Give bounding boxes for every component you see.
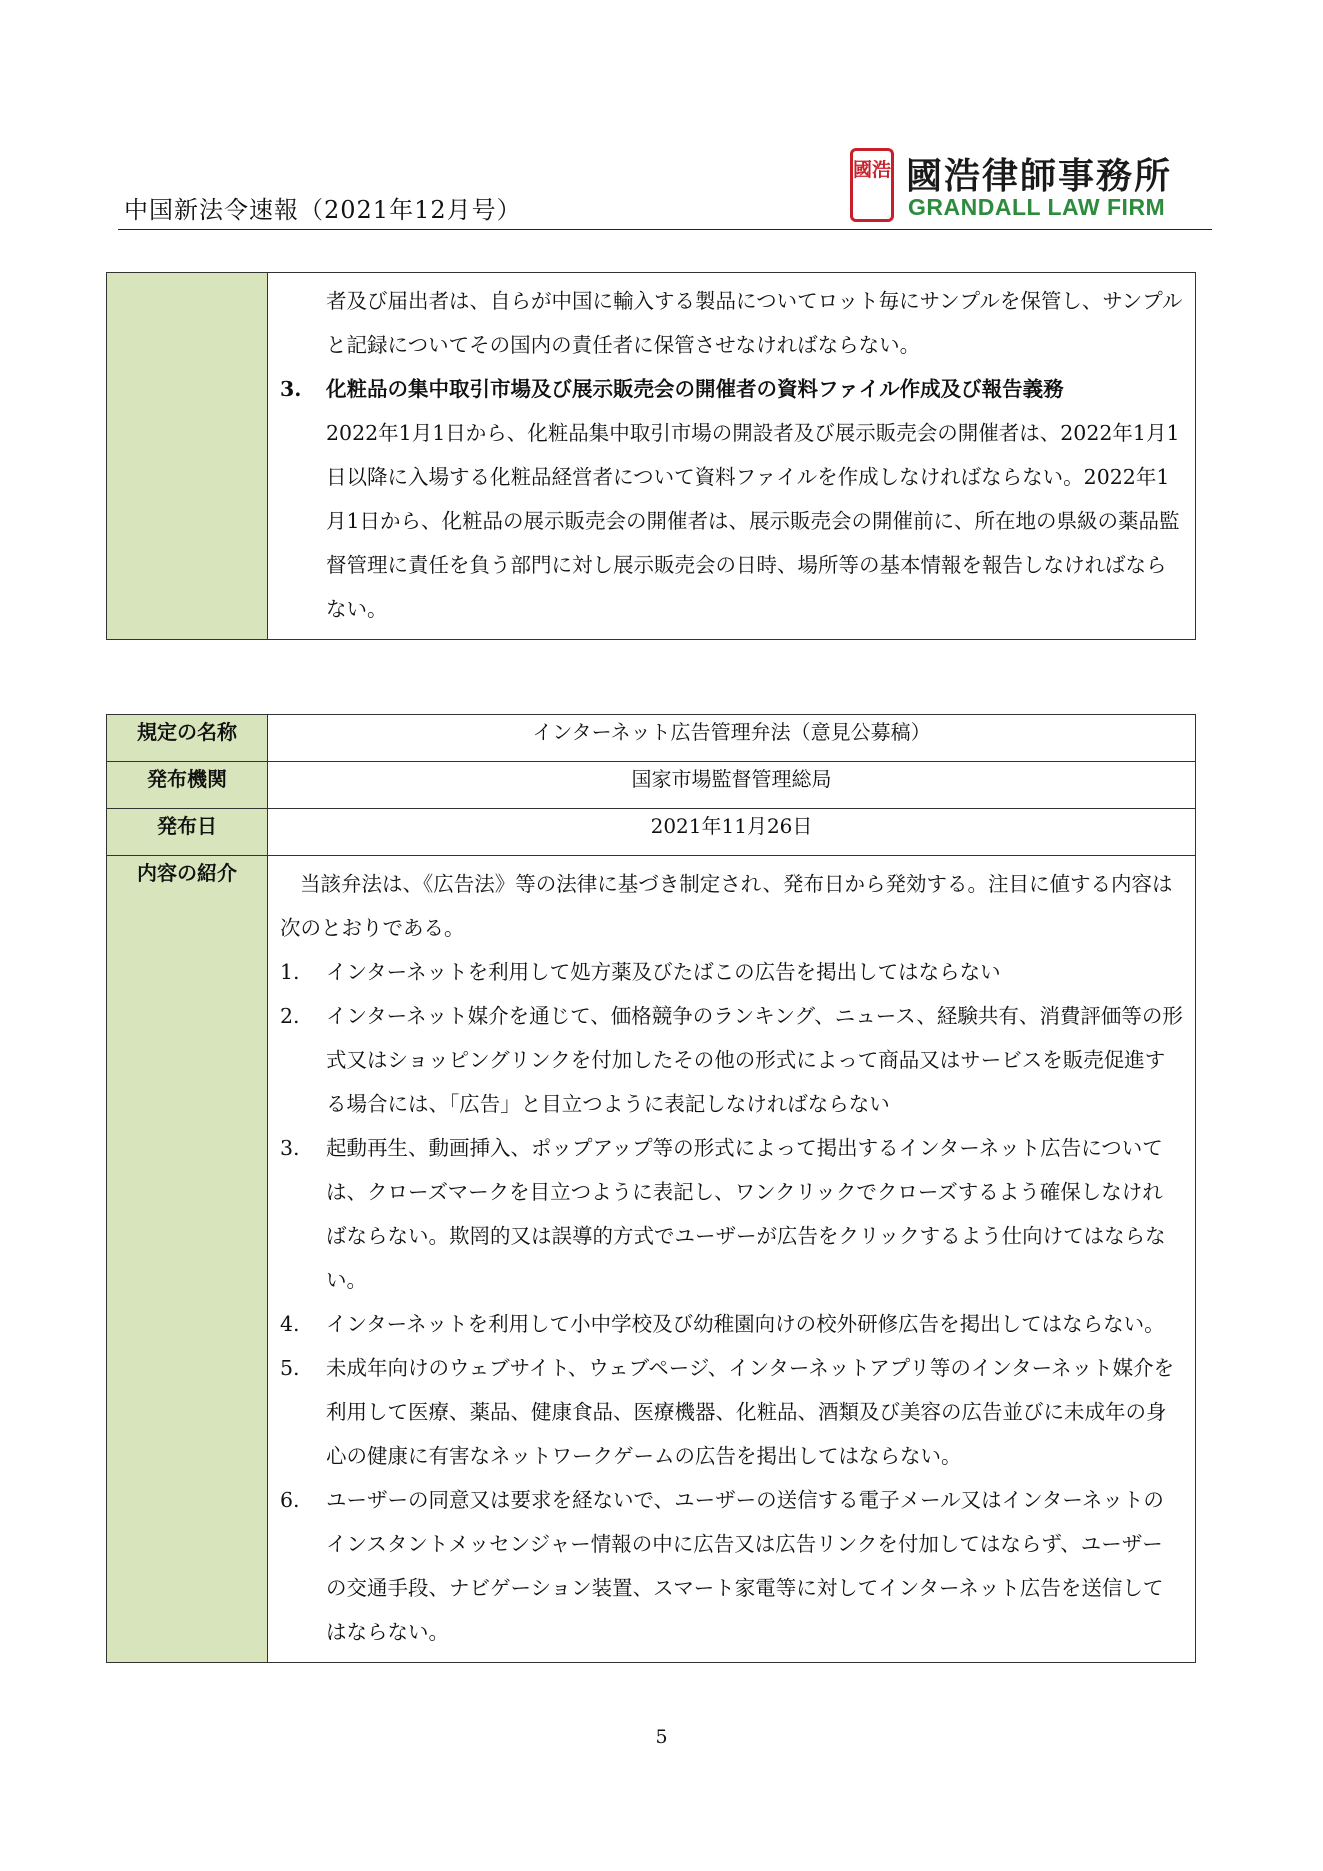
firm-name-english: GRANDALL LAW FIRM xyxy=(908,194,1166,220)
section-body: 2022年1月1日から、化粧品集中取引市場の開設者及び展示販売会の開催者は、2022年1月1日以降に入場する化粧品経営者について資料ファイルを作成しなければならない。2022年1月1日から、化粧品の展示販売会の開催者は、展示販売会の開催前に、所在地の県級の薬品監督管理に責任を負う部門に対し展示販売会の日時、場所等の基本情報を報告しなければならない。 xyxy=(326,421,1180,621)
list-item xyxy=(280,1478,1183,1654)
list-item-text: インターネット媒介を通じて、価格競争のランキング、ニュース、経験共有、消費評価等の形式又はショッピングリンクを付加したその他の形式によって商品又はサービスを販売促進する場合には、「広告」と目立つように表記しなければならない xyxy=(326,1004,1183,1116)
list-item-number: 6. xyxy=(280,1488,300,1512)
list-item-text: インターネットを利用して小中学校及び幼稚園向けの校外研修広告を掲出してはならない。 xyxy=(326,1312,1165,1336)
page-number: 5 xyxy=(655,1726,668,1748)
continued-paragraph: 者及び届出者は、自らが中国に輸入する製品についてロット毎にサンプルを保管し、サンプルと記録についてその国内の責任者に保管させなければならない。 xyxy=(326,289,1183,357)
row-issuing-authority xyxy=(107,762,1196,809)
list-item xyxy=(280,950,1183,994)
header-divider xyxy=(118,229,1212,230)
row-issue-date xyxy=(107,809,1196,856)
row-content-summary xyxy=(107,856,1196,1663)
list-item xyxy=(280,1346,1183,1478)
section-heading-number: 3. xyxy=(280,377,302,401)
list-item-number: 3. xyxy=(280,1136,300,1160)
list-item-number: 5. xyxy=(280,1356,300,1380)
list-item xyxy=(280,994,1183,1126)
label-issue-date: 発布日 xyxy=(107,809,268,856)
value-issue-date: 2021年11月26日 xyxy=(268,809,1196,856)
label-content-summary: 内容の紹介 xyxy=(107,856,268,1663)
continued-table xyxy=(106,272,1196,640)
label-regulation-name: 規定の名称 xyxy=(107,715,268,762)
value-issuing-authority: 国家市場監督管理総局 xyxy=(268,762,1196,809)
row-regulation-name xyxy=(107,715,1196,762)
section-heading-text: 化粧品の集中取引市場及び展示販売会の開催者の資料ファイル作成及び報告義務 xyxy=(326,377,1064,401)
list-item-text: インターネットを利用して処方薬及びたばこの広告を掲出してはならない xyxy=(326,960,1001,984)
firm-logo xyxy=(850,148,1210,224)
list-item-text: ユーザーの同意又は要求を経ないで、ユーザーの送信する電子メール又はインターネットのインスタントメッセンジャー情報の中に広告又は広告リンクを付加してはならず、ユーザーの交通手段、ナビゲーション装置、スマート家電等に対してインターネット広告を送信してはならない。 xyxy=(326,1488,1164,1644)
list-item-text: 起動再生、動画挿入、ポップアップ等の形式によって掲出するインターネット広告については、クローズマークを目立つように表記し、ワンクリックでクローズするよう確保しなければならない。欺罔的又は誤導的方式でユーザーが広告をクリックするよう仕向けてはならない。 xyxy=(326,1136,1166,1292)
list-item-text: 未成年向けのウェブサイト、ウェブページ、インターネットアプリ等のインターネット媒介を利用して医療、薬品、健康食品、医療機器、化粧品、酒類及び美容の広告並びに未成年の身心の健康に有害なネットワークゲームの広告を掲出してはならない。 xyxy=(326,1356,1175,1468)
list-item xyxy=(280,1302,1183,1346)
intro-paragraph: 当該弁法は、《広告法》等の法律に基づき制定され、発布日から発効する。注目に値する内容は次のとおりである。 xyxy=(280,872,1173,940)
firm-name-chinese: 國浩律師事務所 xyxy=(906,156,1173,197)
section-heading xyxy=(280,367,1183,411)
content-summary-cell xyxy=(268,856,1196,1663)
value-regulation-name: インターネット広告管理弁法（意見公募稿） xyxy=(268,715,1196,762)
list-item-number: 4. xyxy=(280,1312,300,1336)
list-item-number: 1. xyxy=(280,960,300,984)
continued-label-cell xyxy=(107,273,268,640)
list-item-number: 2. xyxy=(280,1004,300,1028)
newsletter-title: 中国新法令速報（2021年12月号） xyxy=(124,196,522,224)
label-issuing-authority: 発布機関 xyxy=(107,762,268,809)
continued-content-cell xyxy=(268,273,1196,640)
list-item xyxy=(280,1126,1183,1302)
seal-logo: 國浩 xyxy=(850,148,894,222)
regulation-table xyxy=(106,714,1196,1663)
